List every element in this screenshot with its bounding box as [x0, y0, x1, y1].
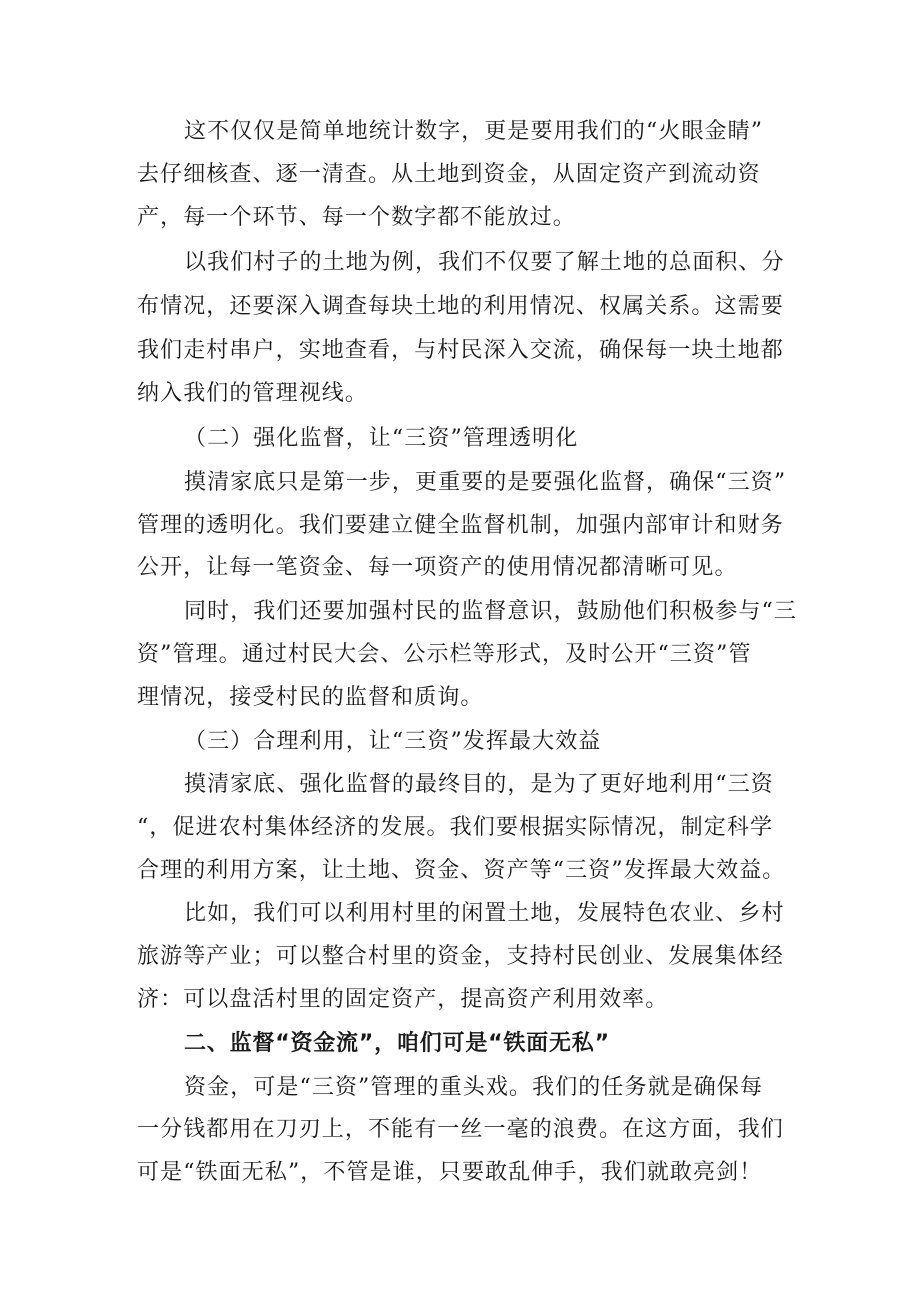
- paragraph-line: “，促进农村集体经济的发展。我们要根据实际情况，制定科学: [137, 815, 774, 840]
- section-heading: 二、监督“资金流”，咱们可是“铁面无私”: [184, 1031, 610, 1056]
- paragraph-line: 资”管理。通过村民大会、公示栏等形式，及时公开“三资”管: [137, 642, 752, 667]
- section-subheading: （二）强化监督，让“三资”管理透明化: [184, 426, 579, 451]
- paragraph-line: 去仔细核查、逐一清查。从土地到资金，从固定资产到流动资: [137, 162, 761, 187]
- paragraph-line: 我们走村串户，实地查看，与村民深入交流，确保每一块土地都: [137, 338, 784, 363]
- paragraph-line: 可是“铁面无私”，不管是谁，只要敢乱伸手，我们就敢亮剑！: [137, 1160, 763, 1185]
- paragraph-line: 一分钱都用在刀刃上，不能有一丝一毫的浪费。在这方面，我们: [137, 1117, 784, 1142]
- paragraph-line: 同时，我们还要加强村民的监督意识，鼓励他们积极参与“三: [184, 599, 797, 624]
- paragraph-line: 比如，我们可以利用村里的闲置土地，发展特色农业、乡村: [184, 901, 785, 926]
- paragraph-line: 管理的透明化。我们要建立健全监督机制，加强内部审计和财务: [137, 513, 784, 538]
- paragraph-line: 布情况，还要深入调查每块土地的利用情况、权属关系。这需要: [137, 294, 784, 319]
- paragraph-line: 以我们村子的土地为例，我们不仅要了解土地的总面积、分: [184, 250, 785, 275]
- section-subheading: （三）合理利用，让“三资”发挥最大效益: [184, 729, 602, 754]
- paragraph-line: 旅游等产业；可以整合村里的资金，支持村民创业、发展集体经: [137, 944, 784, 969]
- paragraph-line: 摸清家底、强化监督的最终目的，是为了更好地利用“三资: [184, 772, 774, 797]
- paragraph-line: 济：可以盘活村里的固定资产，提高资产利用效率。: [137, 987, 669, 1012]
- paragraph-line: 理情况，接受村民的监督和质询。: [137, 685, 484, 710]
- paragraph-line: 公开，让每一笔资金、每一项资产的使用情况都清晰可见。: [137, 555, 738, 580]
- paragraph-line: 摸清家底只是第一步，更重要的是要强化监督，确保“三资”: [184, 470, 787, 495]
- paragraph-line: 纳入我们的管理视线。: [137, 381, 369, 406]
- paragraph-line: 产，每一个环节、每一个数字都不能放过。: [137, 205, 576, 230]
- paragraph-line: 合理的利用方案，让土地、资金、资产等“三资”发挥最大效益。: [137, 858, 786, 883]
- paragraph-line: 资金，可是“三资”管理的重头戏。我们的任务就是确保每: [184, 1075, 764, 1100]
- paragraph-line: 这不仅仅是简单地统计数字，更是要用我们的“火眼金睛”: [184, 119, 764, 144]
